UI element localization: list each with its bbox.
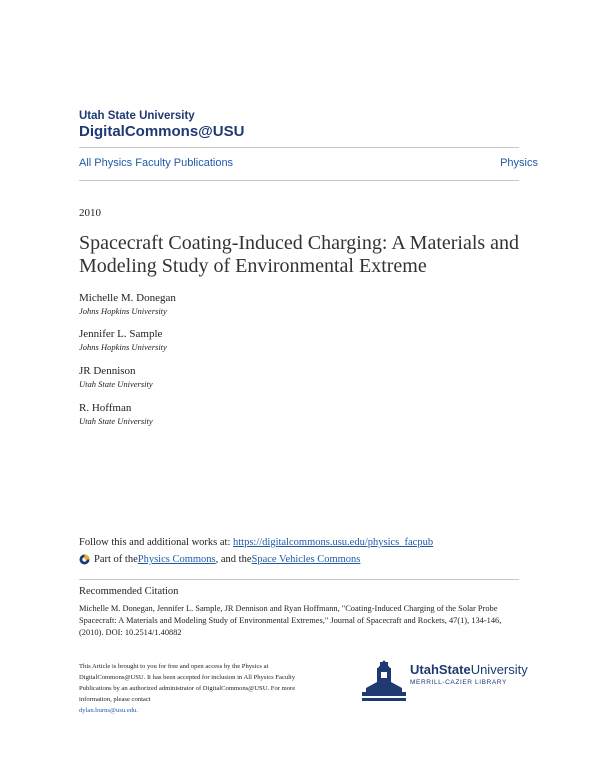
author-name: R. Hoffman	[79, 402, 132, 414]
follow-line	[79, 537, 433, 548]
university-name: Utah State University	[79, 110, 195, 122]
repository-name[interactable]: DigitalCommons@USU	[79, 123, 245, 140]
part-of-middle: , and the	[215, 554, 252, 565]
divider-nav	[79, 180, 519, 181]
notice-text: This Article is brought to you for free and open access by the Physics at DigitalCommons@USU. It has been accepted for inclusion in All Physics Faculty Publications by an authorized administrator of DigitalCommons@USU. For more information, please contact	[79, 663, 296, 703]
logo-subtitle: MERRILL-CAZIER LIBRARY	[410, 679, 507, 686]
access-notice	[79, 661, 299, 716]
follow-prefix: Follow this and additional works at:	[79, 537, 233, 548]
author-name: JR Dennison	[79, 365, 136, 377]
publication-year: 2010	[79, 207, 101, 219]
divider-top	[79, 147, 519, 148]
author-affiliation: Johns Hopkins University	[79, 306, 167, 316]
citation-text: Michelle M. Donegan, Jennifer L. Sample, JR Dennison and Ryan Hoffmann, "Coating-Induced Charging of the Solar Probe Spacecraft: A Materials and Modeling Study of Environmental Extremes," Journal of Spacecraft and Rockets, 47(1), 134-146, (2010). DOI: 10.2514/1.40882	[79, 604, 502, 637]
contact-email-link[interactable]: dylan.burns@usu.edu.	[79, 707, 138, 714]
part-of-prefix: Part of the	[94, 554, 138, 565]
paper-title: Spacecraft Coating-Induced Charging: A Materials and Modeling Study of Environmental Extreme	[79, 232, 520, 277]
usu-library-logo	[360, 650, 530, 712]
author-affiliation: Utah State University	[79, 379, 153, 389]
logo-name-light: University	[470, 662, 528, 677]
author-affiliation: Utah State University	[79, 416, 153, 426]
collection-link[interactable]: All Physics Faculty Publications	[79, 157, 234, 169]
author-name: Jennifer L. Sample	[79, 328, 163, 340]
space-vehicles-commons-link[interactable]: Space Vehicles Commons	[251, 554, 361, 565]
divider-citation	[79, 579, 519, 580]
recommended-citation-heading: Recommended Citation	[79, 586, 179, 597]
logo-name-bold: UtahState	[410, 662, 471, 677]
department-link[interactable]: Physics	[500, 157, 538, 169]
part-of-line	[79, 554, 360, 565]
physics-commons-link[interactable]: Physics Commons	[137, 554, 216, 565]
author-affiliation: Johns Hopkins University	[79, 342, 167, 352]
commons-network-icon	[79, 554, 90, 565]
old-main-tower-icon	[360, 658, 408, 706]
author-name: Michelle M. Donegan	[79, 292, 176, 304]
collection-url-link[interactable]: https://digitalcommons.usu.edu/physics_facpub	[233, 537, 434, 548]
